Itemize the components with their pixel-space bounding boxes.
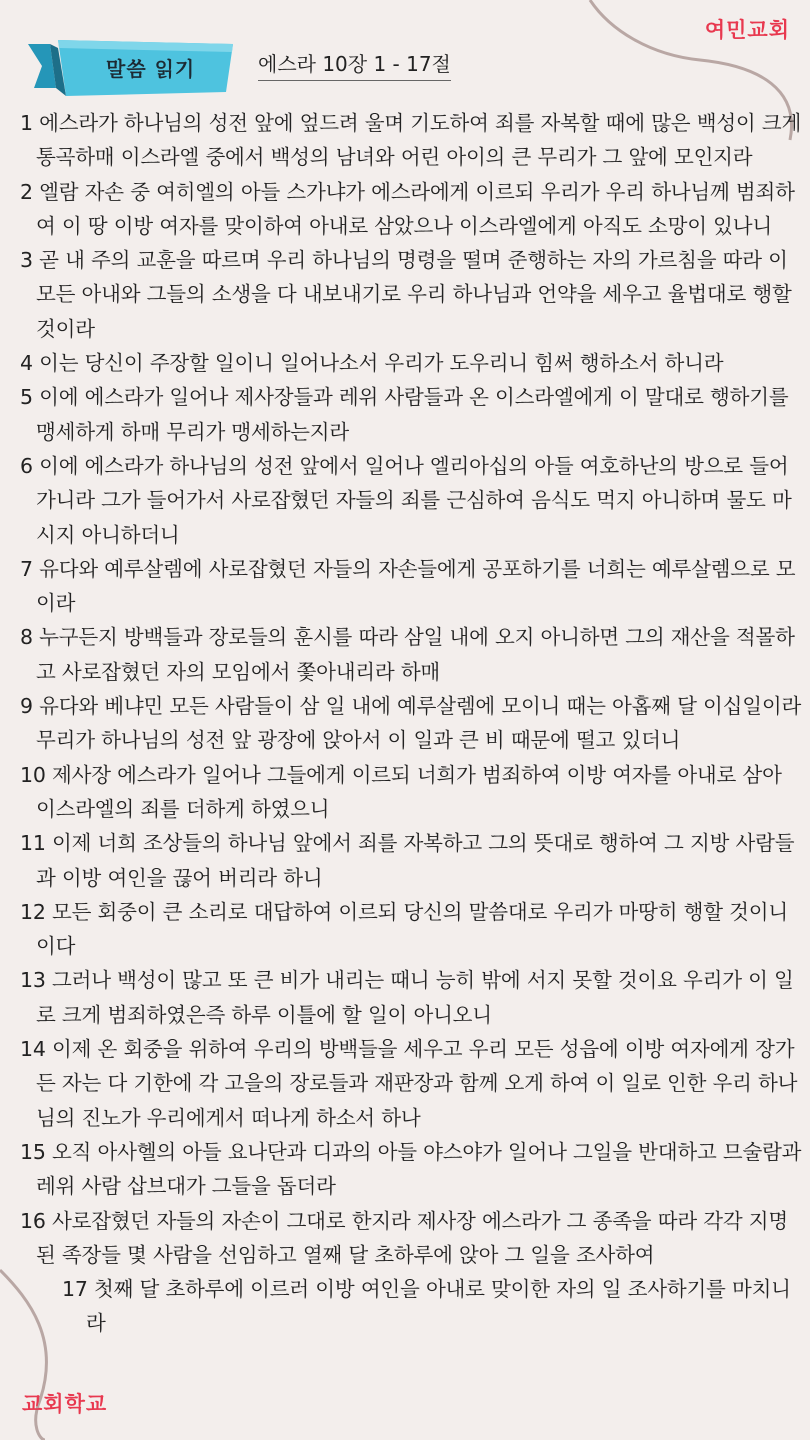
verse-11: 11 이제 너희 조상들의 하나님 앞에서 죄를 자복하고 그의 뜻대로 행하여 그 지방 사람들과 이방 여인을 끊어 버리라 하니 [20, 831, 795, 890]
verse-3: 3 곧 내 주의 교훈을 따르며 우리 하나님의 명령을 떨며 준행하는 자의 가르침을 따라 이 모든 아내와 그들의 소생을 다 내보내기로 우리 하나님과 언약을 세우고 율법대로 행할 것이라 [20, 248, 792, 341]
church-school-logo: 교회학교 [22, 1392, 108, 1416]
verse-13: 13 그러나 백성이 많고 또 큰 비가 내리는 때니 능히 밖에 서지 못할 것이요 우리가 이 일로 크게 범죄하였은즉 하루 이틀에 할 일이 아니오니 [20, 968, 794, 1027]
verse-1: 1 에스라가 하나님의 성전 앞에 엎드려 울며 기도하여 죄를 자복할 때에 많은 백성이 크게 통곡하매 이스라엘 중에서 백성의 남녀와 어린 아이의 큰 무리가 그 앞에 모인지라 [20, 111, 802, 170]
verse-9: 9 유다와 베냐민 모든 사람들이 삼 일 내에 예루살렘에 모이니 때는 아홉째 달 이십일이라 무리가 하나님의 성전 앞 광장에 앉아서 이 일과 큰 비 때문에 떨고 있더니 [20, 694, 802, 753]
banner-label: 말씀 읽기 [106, 57, 196, 81]
verse-16: 16 사로잡혔던 자들의 자손이 그대로 한지라 제사장 에스라가 그 종족을 따라 각각 지명된 족장들 몇 사람을 선임하고 열째 달 초하루에 앉아 그 일을 조사하여 [20, 1208, 788, 1267]
passage-reference: 에스라 10장 1 - 17절 [258, 48, 451, 81]
verse-7: 7 유다와 예루살렘에 사로잡혔던 자들의 자손들에게 공포하기를 너희는 예루살렘으로 모이라 [20, 556, 796, 616]
scripture-text [20, 106, 802, 1341]
verse-12: 12 모든 회중이 큰 소리로 대답하여 이르되 당신의 말씀대로 우리가 마땅히 행할 것이니이다 [20, 899, 788, 959]
verse-10: 10 제사장 에스라가 일어나 그들에게 이르되 너희가 범죄하여 이방 여자를 아내로 삼아 이스라엘의 죄를 더하게 하였으니 [20, 762, 782, 821]
verse-17: 17 첫째 달 초하루에 이르러 이방 여인을 아내로 맞이한 자의 일 조사하기를 마치니라 [62, 1277, 791, 1336]
church-name-logo: 여민교회 [704, 18, 790, 42]
verse-6: 6 이에 에스라가 하나님의 성전 앞에서 일어나 엘리아십의 아들 여호하난의 방으로 들어가니라 그가 들어가서 사로잡혔던 자들의 죄를 근심하여 음식도 먹지 아니하며 물도 마시지 아니하더니 [20, 453, 792, 547]
reading-banner [28, 40, 233, 100]
verse-2: 2 엘람 자손 중 여히엘의 아들 스가냐가 에스라에게 이르되 우리가 우리 하나님께 범죄하여 이 땅 이방 여자를 맞이하여 아내로 삼았으나 이스라엘에게 아직도 소망이 있나니 [20, 179, 795, 238]
verse-15: 15 오직 아사헬의 아들 요나단과 디과의 아들 야스야가 일어나 그일을 반대하고 므술람과 레위 사람 삽브대가 그들을 돕더라 [20, 1139, 802, 1199]
verse-8: 8 누구든지 방백들과 장로들의 훈시를 따라 삼일 내에 오지 아니하면 그의 재산을 적몰하고 사로잡혔던 자의 모임에서 쫓아내리라 하매 [20, 625, 795, 684]
verse-14: 14 이제 온 회중을 위하여 우리의 방백들을 세우고 우리 모든 성읍에 이방 여자에게 장가든 자는 다 기한에 각 고을의 장로들과 재판장과 함께 오게 하여 이 일로 인한 우리 하나님의 진노가 우리에게서 떠나게 하소서 하나 [20, 1037, 798, 1130]
verse-5: 5 이에 에스라가 일어나 제사장들과 레위 사람들과 온 이스라엘에게 이 말대로 행하기를 맹세하게 하매 무리가 맹세하는지라 [20, 385, 789, 444]
verse-4: 4 이는 당신이 주장할 일이니 일어나소서 우리가 도우리니 힘써 행하소서 하니라 [20, 351, 724, 376]
